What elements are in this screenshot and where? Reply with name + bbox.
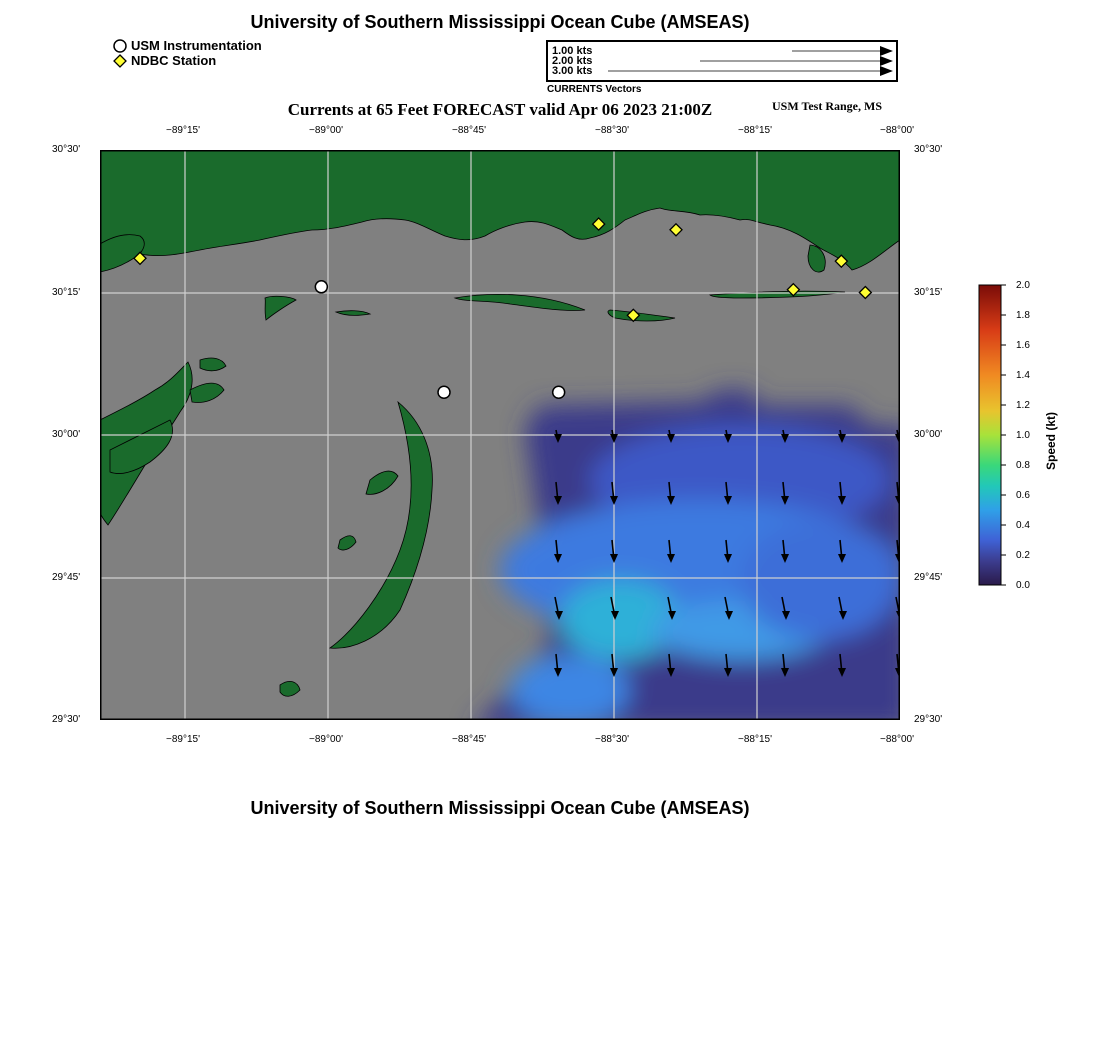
legend-ndbc-label: NDBC Station <box>131 53 217 68</box>
legend-usm <box>113 38 262 53</box>
vector-key-label-2: 2.00 kts <box>552 55 593 67</box>
x-tick-top: −89°00' <box>309 125 343 136</box>
diamond-marker-icon <box>113 54 127 68</box>
colorbar-tick: 1.2 <box>1016 400 1030 411</box>
colorbar-tick: 0.6 <box>1016 490 1030 501</box>
usm-instrument-marker <box>553 386 565 398</box>
x-tick-bottom: −88°45' <box>452 734 486 745</box>
x-tick-bottom: −88°15' <box>738 734 772 745</box>
map-area <box>100 150 900 720</box>
vector-key-label-1: 1.00 kts <box>552 45 593 57</box>
colorbar-tick: 1.6 <box>1016 340 1030 351</box>
x-tick-bottom: −88°00' <box>880 734 914 745</box>
y-tick-left: 30°00' <box>52 429 81 440</box>
x-tick-top: −88°30' <box>595 125 629 136</box>
x-tick-bottom: −89°15' <box>166 734 200 745</box>
legend-usm-label: USM Instrumentation <box>131 38 262 53</box>
map-title: University of Southern Mississippi Ocean Cube (AMSEAS) <box>250 12 750 32</box>
speed-field <box>470 390 900 720</box>
y-tick-right: 30°15' <box>914 287 943 298</box>
map-subtitle: Currents at 65 Feet FORECAST valid Apr 06 2023 21:00Z <box>287 100 713 119</box>
y-tick-right: 29°30' <box>914 714 943 725</box>
colorbar-tick: 1.0 <box>1016 430 1030 441</box>
y-tick-left: 30°30' <box>52 144 81 155</box>
vector-key-arrows <box>548 42 896 80</box>
y-tick-left: 29°30' <box>52 714 81 725</box>
y-tick-left: 29°45' <box>52 572 81 583</box>
colorbar-tick: 0.8 <box>1016 460 1030 471</box>
usm-instrument-marker <box>315 281 327 293</box>
vector-key <box>546 40 898 82</box>
colorbar-tick: 1.4 <box>1016 370 1030 381</box>
x-tick-top: −89°15' <box>166 125 200 136</box>
vector-key-caption: CURRENTS Vectors <box>547 84 642 95</box>
x-tick-top: −88°45' <box>452 125 486 136</box>
y-tick-right: 30°30' <box>914 144 943 155</box>
x-tick-bottom: −89°00' <box>309 734 343 745</box>
y-tick-right: 30°00' <box>914 429 943 440</box>
speed-colorbar <box>978 284 1006 588</box>
footer-title: University of Southern Mississippi Ocean Cube (AMSEAS) <box>250 798 750 818</box>
range-label: USM Test Range, MS <box>772 99 883 113</box>
colorbar-tick: 0.4 <box>1016 520 1030 531</box>
colorbar-tick: 1.8 <box>1016 310 1030 321</box>
colorbar-tick: 0.0 <box>1016 580 1030 591</box>
x-tick-top: −88°15' <box>738 125 772 136</box>
x-tick-bottom: −88°30' <box>595 734 629 745</box>
y-tick-left: 30°15' <box>52 287 81 298</box>
y-tick-right: 29°45' <box>914 572 943 583</box>
colorbar-tick: 2.0 <box>1016 280 1030 291</box>
colorbar-tick: 0.2 <box>1016 550 1030 561</box>
usm-instrument-marker <box>438 386 450 398</box>
legend-ndbc <box>113 53 216 68</box>
colorbar-title: Speed (kt) <box>1044 411 1058 470</box>
vector-key-label-3: 3.00 kts <box>552 65 593 77</box>
circle-marker-icon <box>113 39 127 53</box>
x-tick-top: −88°00' <box>880 125 914 136</box>
